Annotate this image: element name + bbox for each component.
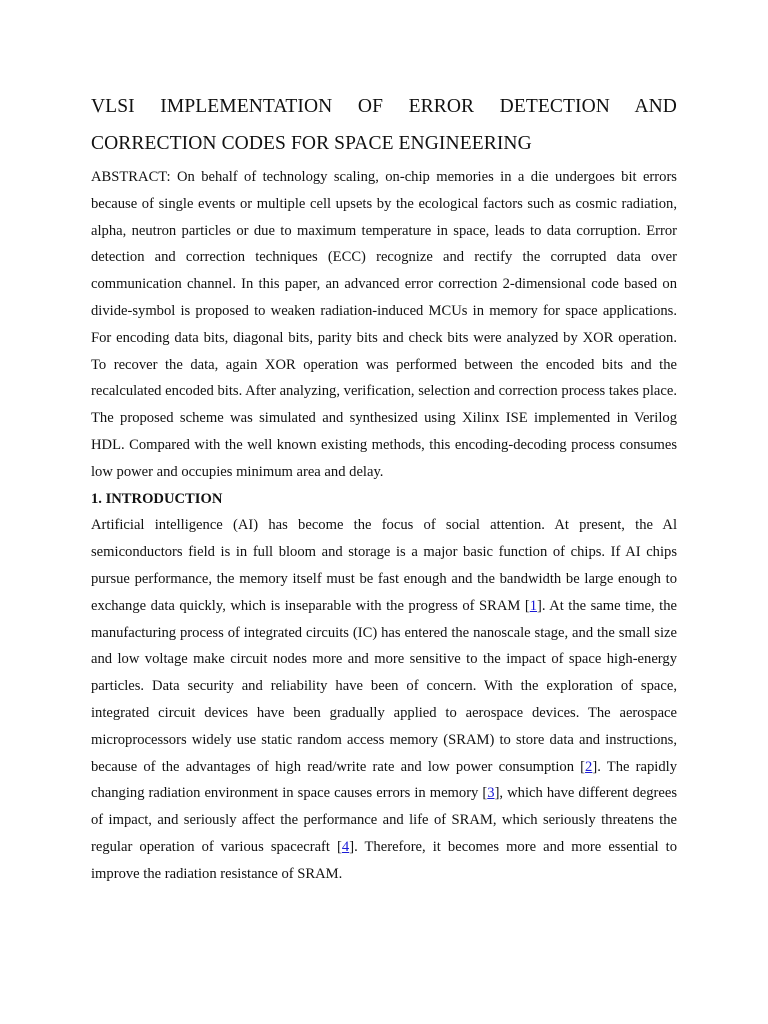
intro-text-segment: ], which have different degrees of impact, and seriously affect the performance and life of SRAM, which seriously threatens the regular operation of various spacecraft [: [91, 785, 678, 855]
citation-link-3[interactable]: 3: [487, 785, 495, 802]
intro-text-segment: ]. Therefore, it becomes more and more essential to improve the radiation resistance of SRAM.: [91, 838, 677, 882]
paper-title: VLSI IMPLEMENTATION OF ERROR DETECTION AND CORRECTION CODES FOR SPACE ENGINEERING: [91, 96, 677, 154]
document-page: [91, 88, 677, 888]
intro-text-segment: Artificial intelligence (AI) has become the focus of social attention. At present, the Al semiconductors field is in full bloom and storage is a major basic function of chips. If AI chips pursue performance, the memory itself must be fast enough and the bandwidth be large enough to exchange data quickly, which is inseparable with the progress of SRAM [: [91, 517, 677, 614]
abstract-paragraph: ABSTRACT: On behalf of technology scaling, on-chip memories in a die undergoes bit errors because of single events or multiple cell upsets by the ecological factors such as cosmic radiation, alpha, neutron particles or due to maximum temperature in space, leads to data corruption. Error detection and correction techniques (ECC) recognize and rectify the corrupted data over communication channel. In this paper, an advanced error correction 2-dimensional code based on divide-symbol is proposed to weaken radiation-induced MCUs in memory for space applications. For encoding data bits, diagonal bits, parity bits and check bits were analyzed by XOR operation. To recover the data, again XOR operation was performed between the encoded bits and the recalculated encoded bits. After analyzing, verification, selection and correction process takes place. The proposed scheme was simulated and synthesized using Xilinx ISE implemented in Verilog HDL. Compared with the well known existing methods, this encoding-decoding process consumes low power and occupies minimum area and delay.: [91, 169, 677, 480]
section-heading-introduction: 1. INTRODUCTION: [91, 490, 223, 507]
introduction-paragraph: [91, 512, 677, 887]
citation-link-4[interactable]: 4: [341, 838, 350, 855]
intro-text-segment: ]. At the same time, the manufacturing process of integrated circuits (IC) has entered the nanoscale stage, and the small size and low voltage make circuit nodes more and more sensitive to the impact of space high-energy particles. Data security and reliability have been of concern. With the exploration of space, integrated circuit devices have been gradually applied to aerospace devices. The aerospace microprocessors widely use static random access memory (SRAM) to store data and instructions, because of the advantages of high read/write rate and low power consumption [: [91, 597, 677, 775]
citation-link-2[interactable]: 2: [585, 758, 593, 775]
citation-link-1[interactable]: 1: [529, 597, 538, 614]
intro-text-segment: ]. The rapidly changing radiation environment in space causes errors in memory [: [91, 758, 677, 802]
